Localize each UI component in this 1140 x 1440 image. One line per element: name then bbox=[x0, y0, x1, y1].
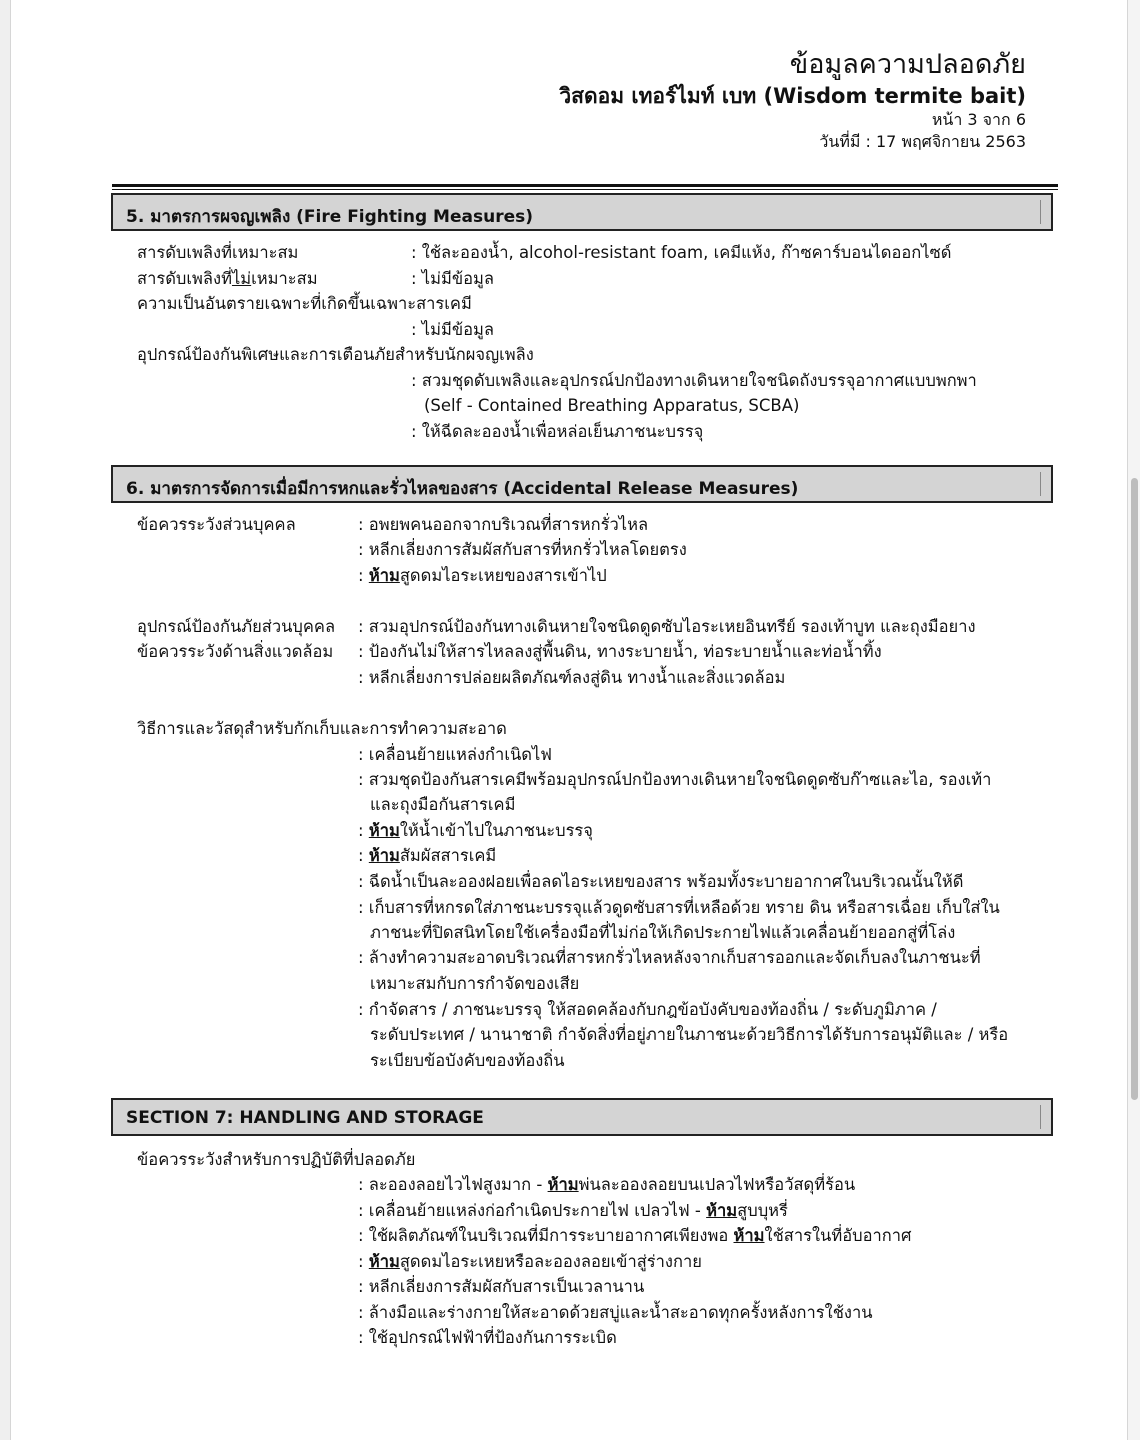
cleanup-item: : เก็บสารที่หกรดใส่ภาชนะบรรจุแล้วดูดซับสารที่เหลือด้วย ทราย ดิน หรือสารเฉื่อย เก็บใส่ใน bbox=[358, 898, 1000, 917]
firefighter-equipment-item: : สวมชุดดับเพลิงและอุปกรณ์ปกป้องทางเดินหายใจชนิดถังบรรจุอากาศแบบพกพา bbox=[411, 371, 977, 390]
heading-bar-divider bbox=[1040, 472, 1041, 496]
cleanup-item-cont: ระเบียบข้อบังคับของท้องถิ่น bbox=[370, 1051, 565, 1070]
product-name: วิสดอม เทอร์ไมท์ เบท (Wisdom termite bait) bbox=[559, 84, 1026, 108]
ppe-label: อุปกรณ์ป้องกันภัยส่วนบุคคล bbox=[137, 617, 336, 636]
handling-item: : เคลื่อนย้ายแหล่งก่อกำเนิดประกายไฟ เปลวไฟ - ห้ามสูบบุหรี่ bbox=[358, 1201, 788, 1220]
safe-handling-label: ข้อควรระวังสำหรับการปฏิบัติที่ปลอดภัย bbox=[137, 1150, 416, 1169]
handling-item: : ใช้อุปกรณ์ไฟฟ้าที่ป้องกันการระเบิด bbox=[358, 1328, 617, 1347]
cleanup-methods-label: วิธีการและวัสดุสำหรับกักเก็บและการทำความสะอาด bbox=[137, 719, 507, 738]
ppe-value: : สวมอุปกรณ์ป้องกันทางเดินหายใจชนิดดูดซับไอระเหยอินทรีย์ รองเท้าบูท และถุงมือยาง bbox=[358, 617, 976, 636]
viewer-left-edge bbox=[0, 0, 11, 1440]
handling-item: : ห้ามสูดดมไอระเหยหรือละอองลอยเข้าสู่ร่างกาย bbox=[358, 1252, 702, 1271]
section-6-heading-bar bbox=[111, 465, 1053, 503]
specific-hazard-value: : ไม่มีข้อมูล bbox=[411, 320, 495, 339]
handling-item: : ละอองลอยไวไฟสูงมาก - ห้ามพ่นละอองลอยบนเปลวไฟหรือวัสดุที่ร้อน bbox=[358, 1175, 856, 1194]
cleanup-item: : ฉีดน้ำเป็นละอองฝอยเพื่อลดไอระเหยของสาร พร้อมทั้งระบายอากาศในบริเวณนั้นให้ดี bbox=[358, 872, 964, 891]
header-divider-thin bbox=[112, 189, 1058, 190]
handling-item: : ใช้ผลิตภัณฑ์ในบริเวณที่มีการระบายอากาศเพียงพอ ห้ามใช้สารในที่อับอากาศ bbox=[358, 1226, 912, 1245]
unsuitable-media-label: สารดับเพลิงที่ไม่เหมาะสม bbox=[137, 269, 318, 288]
cleanup-item-cont: และถุงมือกันสารเคมี bbox=[370, 795, 516, 814]
handling-item: : ล้างมือและร่างกายให้สะอาดด้วยสบู่และน้ำสะอาดทุกครั้งหลังการใช้งาน bbox=[358, 1303, 873, 1322]
cleanup-item-cont: ระดับประเทศ / นานาชาติ กำจัดสิ่งที่อยู่ภายในภาชนะด้วยวิธีการได้รับการอนุมัติและ / หรือ bbox=[370, 1025, 1009, 1044]
firefighter-equipment-label: อุปกรณ์ป้องกันพิเศษและการเตือนภัยสำหรับนักผจญเพลิง bbox=[137, 345, 534, 364]
section-6-heading: 6. มาตรการจัดการเมื่อมีการหกและรั่วไหลของสาร (Accidental Release Measures) bbox=[126, 479, 799, 499]
cleanup-item: : สวมชุดป้องกันสารเคมีพร้อมอุปกรณ์ปกป้องทางเดินหายใจชนิดดูดซับก๊าซและไอ, รองเท้า bbox=[358, 770, 992, 789]
firefighter-equipment-item: : ให้ฉีดละอองน้ำเพื่อหล่อเย็นภาชนะบรรจุ bbox=[411, 422, 704, 441]
environmental-precaution-item: : ป้องกันไม่ให้สารไหลลงสู่พื้นดิน, ทางระบายน้ำ, ท่อระบายน้ำและท่อน้ำทิ้ง bbox=[358, 642, 882, 661]
suitable-media-value: : ใช้ละอองน้ำ, alcohol-resistant foam, เคมีแห้ง, ก๊าซคาร์บอนไดออกไซด์ bbox=[411, 243, 952, 262]
unsuitable-media-value: : ไม่มีข้อมูล bbox=[411, 269, 495, 288]
cleanup-item: : กำจัดสาร / ภาชนะบรรจุ ให้สอดคล้องกับกฎข้อบังคับของท้องถิ่น / ระดับภูมิภาค / bbox=[358, 1000, 937, 1019]
heading-bar-divider bbox=[1040, 1105, 1041, 1129]
suitable-media-label: สารดับเพลิงที่เหมาะสม bbox=[137, 243, 299, 262]
personal-precaution-item: : อพยพคนออกจากบริเวณที่สารหกรั่วไหล bbox=[358, 515, 649, 534]
cleanup-item: : ล้างทำความสะอาดบริเวณที่สารหกรั่วไหลหลังจากเก็บสารออกและจัดเก็บลงในภาชนะที่ bbox=[358, 948, 981, 967]
personal-precaution-item: : หลีกเลี่ยงการสัมผัสกับสารที่หกรั่วไหลโดยตรง bbox=[358, 540, 687, 559]
issue-date: วันที่มี : 17 พฤศจิกายน 2563 bbox=[819, 132, 1026, 151]
document-title: ข้อมูลความปลอดภัย bbox=[789, 49, 1026, 80]
header-divider bbox=[112, 184, 1058, 187]
cleanup-item: : ห้ามให้น้ำเข้าไปในภาชนะบรรจุ bbox=[358, 821, 593, 840]
personal-precaution-item: : ห้ามสูดดมไอระเหยของสารเข้าไป bbox=[358, 566, 607, 585]
specific-hazard-label: ความเป็นอันตรายเฉพาะที่เกิดขึ้นเฉพาะสารเคมี bbox=[137, 294, 472, 313]
section-5-heading-bar bbox=[111, 193, 1053, 231]
section-7-heading-bar bbox=[111, 1098, 1053, 1136]
section-5-heading: 5. มาตรการผจญเพลิง (Fire Fighting Measures) bbox=[126, 207, 533, 227]
cleanup-item: : เคลื่อนย้ายแหล่งกำเนิดไฟ bbox=[358, 745, 552, 764]
cleanup-item-cont: ภาชนะที่ปิดสนิทโดยใช้เครื่องมือที่ไม่ก่อให้เกิดประกายไฟแล้วเคลื่อนย้ายออกสู่ที่โล่ง bbox=[370, 923, 956, 942]
heading-bar-divider bbox=[1040, 200, 1041, 224]
cleanup-item: : ห้ามสัมผัสสารเคมี bbox=[358, 846, 497, 865]
cleanup-item-cont: เหมาะสมกับการกำจัดของเสีย bbox=[370, 974, 580, 993]
page-number: หน้า 3 จาก 6 bbox=[931, 110, 1026, 129]
environmental-precautions-label: ข้อควรระวังด้านสิ่งแวดล้อม bbox=[137, 642, 334, 661]
environmental-precaution-item: : หลีกเลี่ยงการปล่อยผลิตภัณฑ์ลงสู่ดิน ทางน้ำและสิ่งแวดล้อม bbox=[358, 668, 786, 687]
handling-item: : หลีกเลี่ยงการสัมผัสกับสารเป็นเวลานาน bbox=[358, 1277, 645, 1296]
scrollbar-thumb[interactable] bbox=[1131, 478, 1138, 1100]
section-7-heading: SECTION 7: HANDLING AND STORAGE bbox=[126, 1108, 484, 1128]
vertical-scrollbar[interactable] bbox=[1127, 0, 1140, 1440]
personal-precautions-label: ข้อควรระวังส่วนบุคคล bbox=[137, 515, 296, 534]
firefighter-equipment-item-cont: (Self - Contained Breathing Apparatus, SCBA) bbox=[424, 396, 800, 415]
